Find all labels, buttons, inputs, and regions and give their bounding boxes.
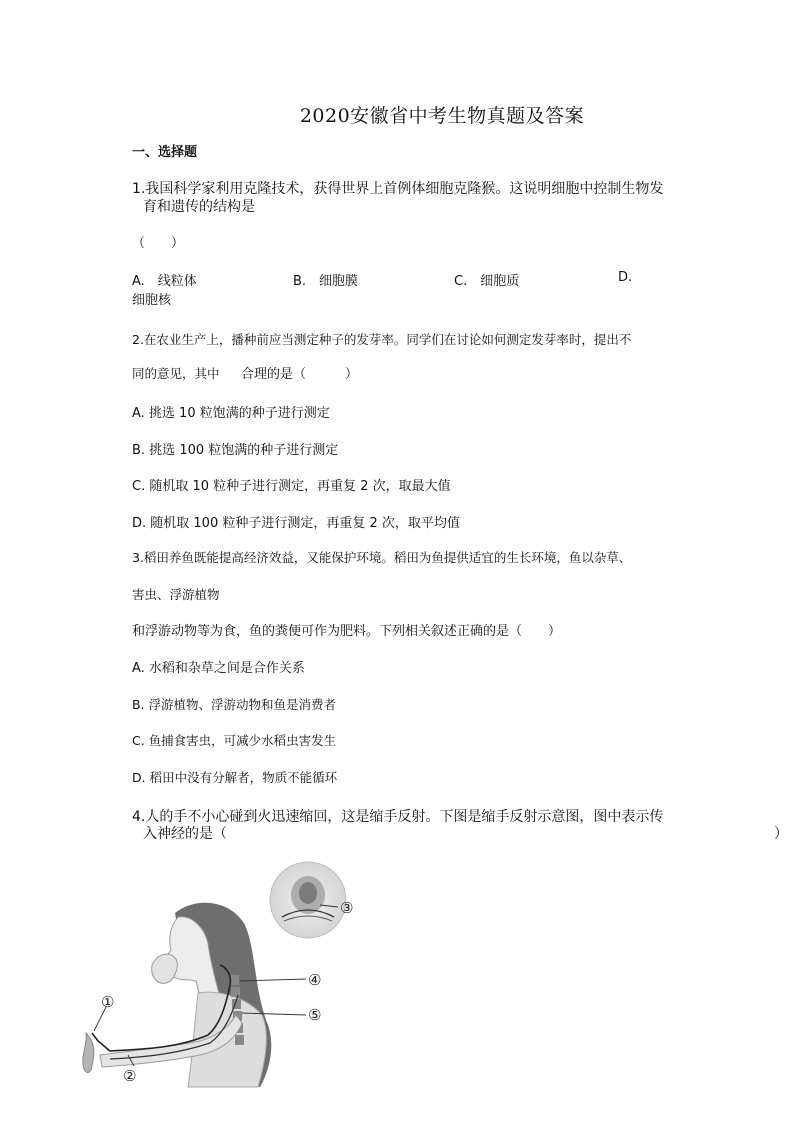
q1-option-d-text: 细胞核 — [132, 293, 172, 308]
q1-paren: （ ） — [132, 236, 185, 251]
label-3: ③ — [340, 899, 354, 917]
q1-option-b: B. 细胞膜 — [293, 274, 359, 289]
q1-option-d-label: D. — [618, 270, 633, 285]
q4-stem-line1: 4.人的手不小心碰到火迅速缩回，这是缩手反射。下图是缩手反射示意图，图中表示传 — [132, 809, 664, 825]
label-5: ⑤ — [308, 1006, 322, 1024]
reflex-arc-illustration — [70, 855, 370, 1095]
q3-option-a: A. 水稻和杂草之间是合作关系 — [132, 661, 305, 676]
q3-stem-line2: 害虫、浮游植物 — [132, 587, 220, 602]
label-1: ① — [101, 993, 115, 1011]
flame-icon — [83, 1033, 94, 1072]
q3-stem-line3: 和浮游动物等为食，鱼的粪便可作为肥料。下列相关叙述正确的是（ ） — [132, 624, 562, 639]
label-4: ④ — [308, 971, 322, 989]
label-2: ② — [123, 1067, 137, 1085]
q4-stem-paren-end: ） — [774, 826, 788, 842]
q1-stem-line2: 育和遗传的结构是 — [143, 199, 255, 215]
q2-stem-line2b: 合理的是（ ） — [241, 367, 359, 382]
raised-hand — [152, 954, 178, 983]
q2-option-a: A. 挑选 10 粒饱满的种子进行测定 — [132, 406, 330, 421]
section-heading: 一、选择题 — [132, 145, 198, 160]
q1-option-c: C. 细胞质 — [454, 274, 520, 289]
q3-option-d: D. 稻田中没有分解者，物质不能循环 — [132, 770, 338, 785]
q3-option-c: C. 鱼捕食害虫，可减少水稻虫害发生 — [132, 733, 337, 748]
q2-option-d: D. 随机取 100 粒种子进行测定，再重复 2 次，取平均值 — [132, 516, 460, 531]
q2-stem-line1: 2.在农业生产上，播种前应当测定种子的发芽率。同学们在讨论如何测定发芽率时，提出不 — [132, 332, 632, 347]
page-title: 2020安徽省中考生物真题及答案 — [299, 105, 585, 127]
q3-option-b: B. 浮游植物、浮游动物和鱼是消费者 — [132, 697, 337, 712]
reflex-arc-figure — [70, 855, 370, 1095]
q2-stem-line2a: 同的意见，其中 — [132, 366, 220, 381]
q3-stem-line1: 3.稻田养鱼既能提高经济效益，又能保护环境。稻田为鱼提供适宜的生长环境，鱼以杂草、 — [132, 550, 632, 565]
q1-option-a: A. 线粒体 — [132, 274, 197, 289]
spinal-cord-inset — [270, 862, 346, 938]
q2-option-b: B. 挑选 100 粒饱满的种子进行测定 — [132, 443, 339, 458]
q2-option-c: C. 随机取 10 粒种子进行测定，再重复 2 次，取最大值 — [132, 479, 451, 494]
q4-stem-line2: 入神经的是（ — [143, 826, 227, 842]
q1-stem-line1: 1.我国科学家利用克隆技术，获得世界上首例体细胞克隆猴。这说明细胞中控制生物发 — [132, 181, 664, 197]
